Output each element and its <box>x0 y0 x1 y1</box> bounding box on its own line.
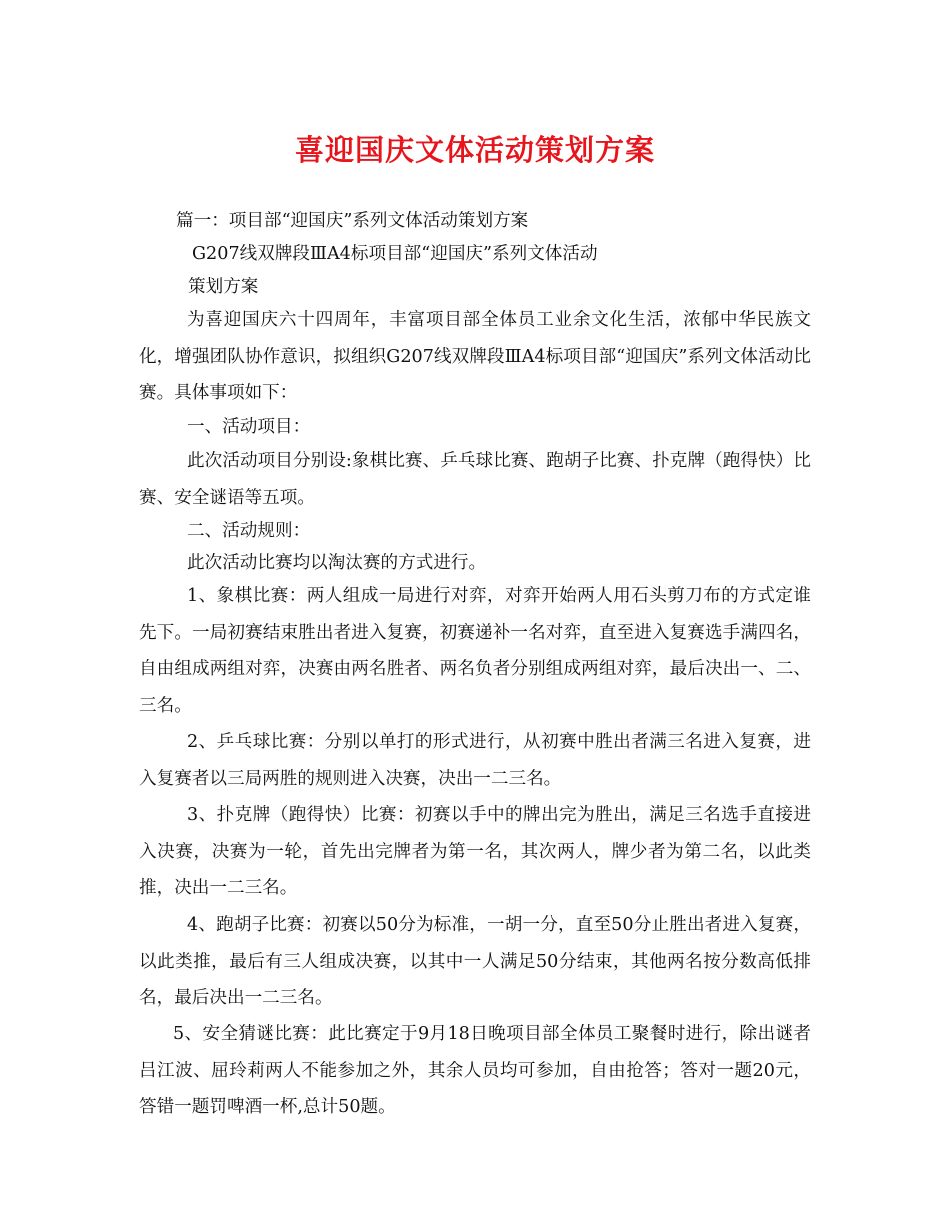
document-title: 喜迎国庆文体活动策划方案 <box>294 133 655 167</box>
subheading-line2: 策划方案 <box>188 277 259 297</box>
rule-paragraph: 3、扑克牌（跑得快）比赛：初赛以手中的牌出完为胜出，满足三名选手直接进入决赛，决赛为一轮，首先出完牌者为第一名，其次两人，牌少者为第二名，以此类推，决出一二三名。 <box>139 805 811 899</box>
rule-paragraph: 1、象棋比赛：两人组成一局进行对弈，对弈开始两人用石头剪刀布的方式定谁先下。一局初赛结束胜出者进入复赛，初赛递补一名对弈，直至进入复赛选手满四名，自由组成两组对弈，决赛由两名胜者、两名负者分别组成两组对弈，最后决出一、二、三名。 <box>139 586 811 716</box>
heading-part1: 篇一：项目部“迎国庆”系列文体活动策划方案 <box>176 211 529 231</box>
section1-paragraph: 此次活动项目分别设:象棋比赛、乒乓球比赛、跑胡子比赛、扑克牌（跑得快）比赛、安全谜语等五项。 <box>139 451 811 508</box>
rule-paragraph: 2、乒乓球比赛：分别以单打的形式进行，从初赛中胜出者满三名进入复赛，进入复赛者以三局两胜的规则进入决赛，决出一二三名。 <box>139 732 811 789</box>
subheading-line1: G207线双牌段ⅢA4标项目部“迎国庆”系列文体活动 <box>192 244 598 264</box>
section1-heading: 一、活动项目： <box>187 417 311 437</box>
intro-paragraph: 为喜迎国庆六十四周年，丰富项目部全体员工业余文化生活，浓郁中华民族文化，增强团队协作意识，拟组织G207线双牌段ⅢA4标项目部“迎国庆”系列文体活动比赛。具体事项如下： <box>139 310 811 404</box>
section2-heading: 二、活动规则： <box>187 521 311 541</box>
rule-paragraph: 5、安全猜谜比赛：此比赛定于9月18日晚项目部全体员工聚餐时进行，除出谜者吕江波、屈玲莉两人不能参加之外，其余人员均可参加，自由抢答；答对一题20元，答错一题罚啤酒一杯,总计50题。 <box>139 1024 811 1118</box>
section2-intro: 此次活动比赛均以淘汰赛的方式进行。 <box>187 553 487 573</box>
rule-paragraph: 4、跑胡子比赛：初赛以50分为标准，一胡一分，直至50分止胜出者进入复赛，以此类推，最后有三人组成决赛，以其中一人满足50分结束，其他两名按分数高低排名，最后决出一二三名。 <box>139 915 811 1009</box>
